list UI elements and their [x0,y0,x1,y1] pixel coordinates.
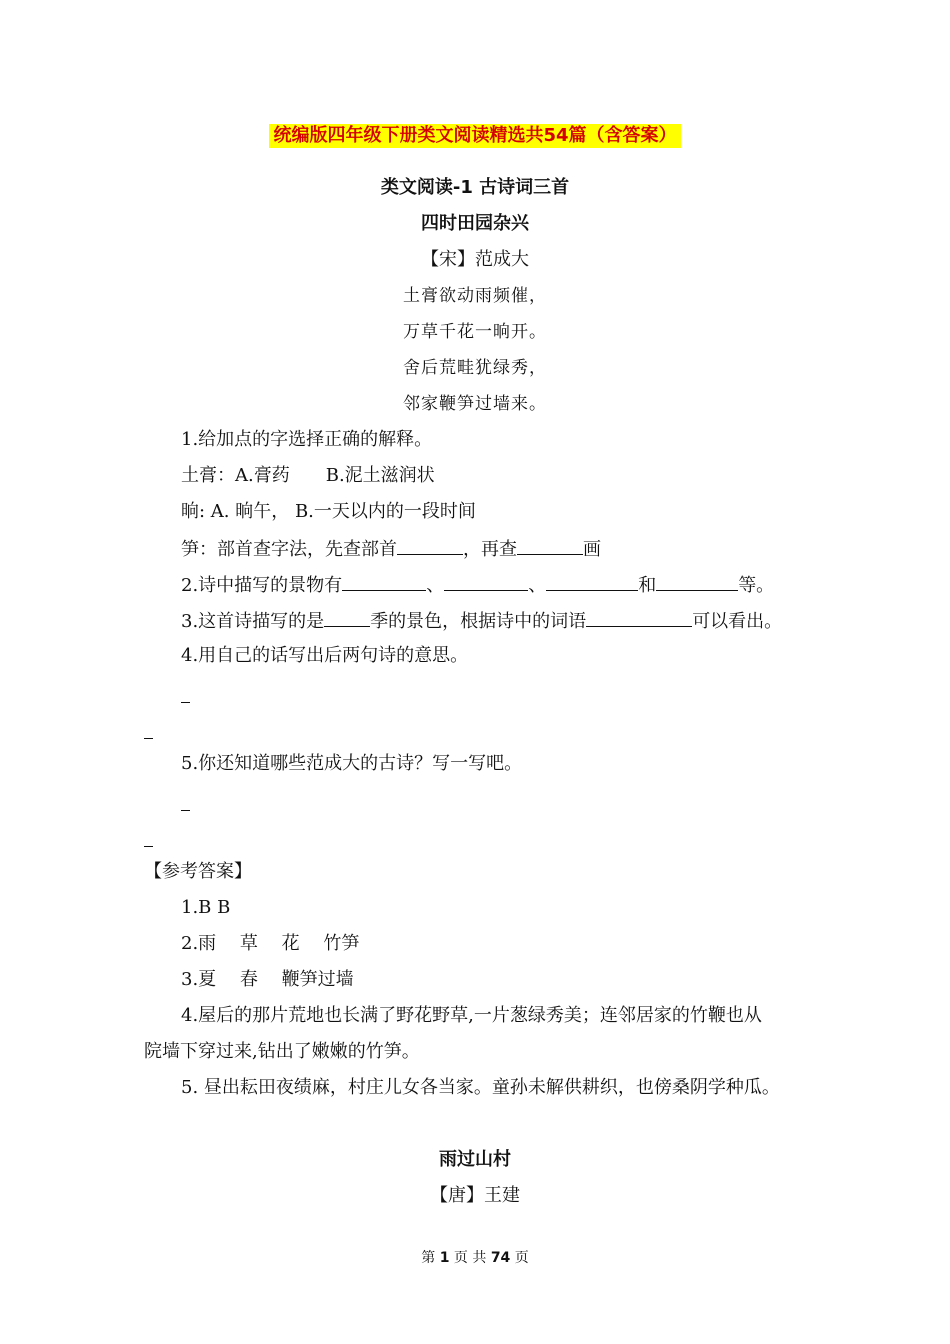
footer-text: 页 共 [453,1250,487,1266]
section-title: 类文阅读-1 古诗词三首 [380,177,570,198]
question-3-text: 季的景色，根据诗中的词语 [370,611,587,632]
footer-text: 页 [514,1250,529,1266]
question-2-text: 、 [528,575,547,596]
question-2-text: 和 [638,575,657,596]
answer-1: 1.B B [181,897,231,918]
question-1: 1.给加点的字选择正确的解释。 [181,429,433,450]
answer-line[interactable] [144,738,153,739]
poem1-title: 四时田园杂兴 [421,213,529,234]
question-2 [181,572,774,598]
poem1-line: 万草千花一晌开。 [403,322,547,342]
question-3-text: 3.这首诗描写的是 [181,611,325,632]
poem1-line: 邻家鞭笋过墙来。 [403,394,547,414]
question-4: 4.用自己的话写出后两句诗的意思。 [181,645,469,666]
answer-blank[interactable] [656,572,738,591]
answer-blank[interactable] [342,572,426,591]
question-1c-text: 笋：部首查字法，先查部首 [181,539,397,560]
question-1a: 土膏：A.膏药 B.泥土滋润状 [181,465,435,486]
question-2-text: 等。 [738,575,775,596]
document-title [0,124,950,148]
poem1-author: 【宋】范成大 [421,249,529,270]
answer-5: 5. 昼出耘田夜绩麻，村庄儿女各当家。童孙未解供耕织，也傍桑阴学种瓜。 [181,1077,780,1098]
question-3 [181,608,782,634]
page-footer [0,1246,950,1270]
poem2-title: 雨过山村 [439,1149,511,1170]
answer-blank[interactable] [517,536,583,555]
answer-blank[interactable] [397,536,463,555]
answer-line[interactable] [181,810,190,811]
answer-blank[interactable] [546,572,638,591]
answers-heading: 【参考答案】 [144,861,252,882]
question-2-text: 、 [426,575,445,596]
poem2-author: 【唐】王建 [430,1185,520,1206]
answer-4-continued: 院墙下穿过来,钻出了嫩嫩的竹笋。 [144,1041,420,1062]
answer-line[interactable] [144,846,153,847]
footer-text: 第 [421,1250,436,1266]
current-page-number: 1 [439,1250,450,1266]
question-2-text: 2.诗中描写的景物有 [181,575,343,596]
answer-2: 2.雨 草 花 竹笋 [181,933,360,954]
poem1-line: 土膏欲动雨频催， [403,286,547,306]
question-1b: 晌: A. 晌午， B.一天以内的一段时间 [181,501,476,522]
answer-3: 3.夏 春 鞭笋过墙 [181,969,354,990]
question-5: 5.你还知道哪些范成大的古诗？写一写吧。 [181,753,523,774]
poem1-line: 舍后荒畦犹绿秀， [403,358,547,378]
question-1c-text: 画 [583,539,601,560]
answer-blank[interactable] [324,608,370,627]
answer-blank[interactable] [586,608,692,627]
question-1c-text: ，再查 [463,539,517,560]
document-title-text: 统编版四年级下册类文阅读精选共54篇（含答案） [269,124,680,148]
question-3-text: 可以看出。 [692,611,783,632]
answer-blank[interactable] [444,572,528,591]
question-1c [181,536,601,562]
total-pages-number: 74 [490,1250,511,1266]
answer-line[interactable] [181,702,190,703]
answer-4: 4.屋后的那片荒地也长满了野花野草,一片葱绿秀美；连邻居家的竹鞭也从 [181,1005,762,1026]
